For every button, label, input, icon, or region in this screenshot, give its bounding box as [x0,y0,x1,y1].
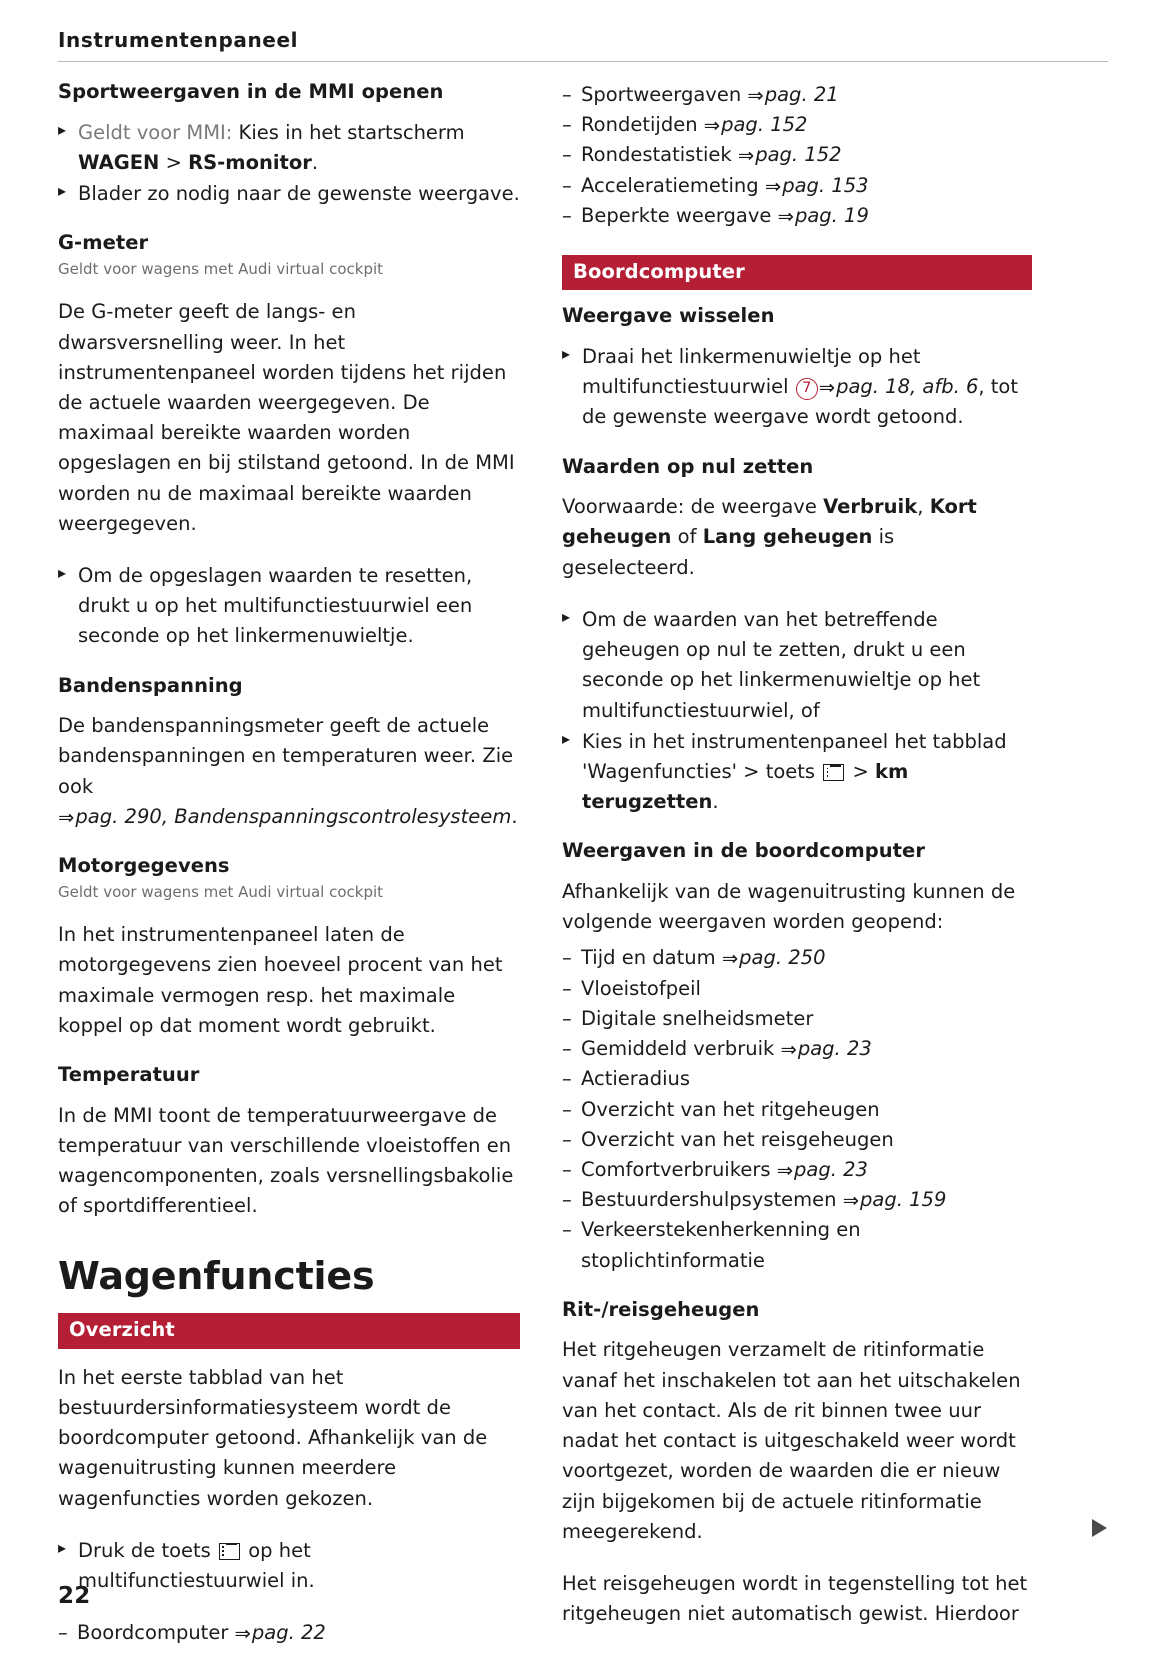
arrow-right-icon: ⇒ [234,1622,251,1646]
cross-reference-target: pag. 152 [755,143,842,167]
chapter-title-wagenfuncties: Wagenfuncties [58,1253,375,1298]
separator-1: , [917,495,930,519]
reference-label: Sportweergaven [581,83,748,106]
motorgegevens-applies-note: Geldt voor wagens met Audi virtual cockpit [58,882,384,901]
displays-intro-text: Afhankelijk van de wagenuitrusting kunnen de volgende weergaven worden geopend: [562,880,1016,934]
heading-weergaven-in-de-boordcomputer: Weergaven in de boordcomputer [562,839,925,863]
cross-reference [777,1158,868,1181]
list-item [562,110,1032,140]
heading-rit-reisgeheugen: Rit-/reisgeheugen [562,1297,760,1321]
condition-lead: Voorwaarde: de weergave [562,495,824,519]
list-item: ▸ Blader zo nodig naar de gewenste weergave. [58,179,520,209]
heading-temperatuur: Temperatuur [58,1063,200,1087]
cross-reference-target: pag. 23 [797,1037,872,1061]
callout-number-7: 7 [796,378,818,400]
running-header [58,28,1108,62]
gmeter-applies-note: Geldt voor wagens met Audi virtual cockpit [58,259,384,278]
cross-reference [704,113,808,136]
temperatuur-body-text: In de MMI toont de temperatuurweergave de temperatuur van verschillende vloeistoffen en wagencomponenten, zoals versnellingsbakolie of sportdifferentieel. [58,1103,514,1218]
menu-path-rsmonitor: RS-monitor [188,150,312,174]
cross-reference [722,946,826,969]
arrow-right-icon: ⇒ [776,1158,794,1182]
heading-motorgegevens: Motorgegevens [58,854,230,878]
cross-reference-target: pag. 152 [721,113,808,137]
cross-reference-target: pag. 250 [739,946,826,970]
menu-key-icon [219,1543,240,1560]
applies-to-label: Geldt voor MMI: [78,120,233,144]
heading-bandenspanning: Bandenspanning [58,673,243,697]
page-number: 22 [58,1583,91,1609]
list-item: ▸ Om de waarden van het betreffende geheugen op nul te zetten, drukt u een seconde op het linkermenuwieltje op het multifunctiestuurwiel, of [562,605,1032,726]
step-text-tail: op het multifunctiestuurwiel in. [78,1538,315,1592]
step-text-lead: Draai het linkermenuwieltje op het multifunctiestuurwiel [582,345,921,399]
cross-reference-target: pag. 18, afb. 6 [836,375,979,399]
display-name-verbruik: Verbruik [823,495,918,519]
list-item: – Vloeistofpeil [562,974,1032,1004]
cross-reference [819,375,979,398]
list-item [562,80,1032,110]
step-text: Kies in het startscherm [232,120,465,144]
list-item: – Digitale snelheidsmeter [562,1004,1032,1034]
two-column-layout [58,80,1108,1670]
cross-reference [778,204,869,227]
arrow-right-icon: ⇒ [818,376,836,400]
list-item: – Overzicht van het reisgeheugen [562,1125,1032,1155]
gmeter-body-text: De G-meter geeft de langs- en dwarsversnelling weer. In het instrumentenpaneel worden tijdens het rijden de actuele waarden weergegeven. De maximaal bereikte waarden worden opgeslagen en bij stilstand getoond. In de MMI worden nu de maximaal bereikte waarden weergegeven. [58,300,515,535]
reset-condition-text [562,492,1032,583]
step-text-tail: , tot de gewenste weergave wordt getoond. [582,375,1019,429]
step-text-lead: Kies in het instrumentenpaneel het tabblad 'Wagenfuncties' > toets [582,729,1007,784]
arrow-right-icon: ⇒ [737,144,755,168]
list-sportweergaven-steps [58,118,520,210]
page-title: Instrumentenpaneel [58,28,299,52]
cross-reference-target: pag. 19 [794,203,869,227]
arrow-right-icon: ⇒ [703,114,721,138]
list-item: – Overzicht van het ritgeheugen [562,1095,1032,1125]
menu-key-icon [823,764,844,781]
cross-reference-target: pag. 21 [764,83,839,106]
reference-label: Rondestatistiek [581,143,738,167]
cross-reference [58,805,511,828]
display-label: Tijd en datum [581,946,722,970]
heading-weergave-wisselen: Weergave wisselen [562,304,775,328]
arrow-right-icon: ⇒ [777,204,794,228]
tire-text-1: De bandenspanningsmeter geeft de actuele bandenspanningen en temperaturen weer. Zie ook [58,714,514,798]
list-item [58,1618,520,1648]
arrow-right-icon: ⇒ [842,1189,860,1213]
cross-reference [781,1037,872,1060]
list-item [562,727,1032,818]
condition-tail: is geselecteerd. [562,525,895,579]
cross-reference [738,143,842,166]
cross-reference [765,174,869,197]
heading-sportweergaven: Sportweergaven in de MMI openen [58,80,444,103]
cross-reference [843,1188,947,1211]
display-name-lang-geheugen: Lang geheugen [702,525,873,549]
list-item [562,943,1032,973]
reisgeheugen-body-text: Het reisgeheugen wordt in tegenstelling tot het ritgeheugen niet automatisch gewist. Hierdoor [562,1571,1028,1626]
reference-label: Beperkte weergave [581,203,778,227]
left-column [58,80,520,1670]
arrow-right-icon: ⇒ [58,805,75,829]
reference-label: Acceleratiemeting [581,173,765,197]
cross-reference-target: pag. 159 [860,1188,947,1212]
heading-waarden-op-nul-zetten: Waarden op nul zetten [562,454,814,478]
arrow-right-icon: ⇒ [764,174,782,198]
reference-label: Boordcomputer [77,1621,235,1645]
cross-reference-target: pag. 22 [251,1621,326,1645]
list-item [562,1155,1032,1185]
cross-reference-target: pag. 290, Bandenspanningscontrolesysteem [75,804,512,828]
list-item [562,140,1032,170]
list-item [562,1185,1032,1215]
period: . [712,790,719,814]
list-item [562,201,1032,231]
list-item [562,342,1032,433]
reference-label: Rondetijden [581,113,704,137]
display-name-kort-geheugen: Kort geheugen [562,495,977,549]
list-item [562,171,1032,201]
list-item [562,1034,1032,1064]
overzicht-body-text: In het eerste tabblad van het bestuurdersinformatiesysteem wordt de boordcomputer getoond. Afhankelijk van de wagenuitrusting kunnen meerdere wagenfuncties worden gekozen. [58,1365,488,1510]
ritgeheugen-body-text: Het ritgeheugen verzamelt de ritinformatie vanaf het inschakelen tot aan het uitschakelen van het contact. Als de rit binnen twee uur nadat het contact is uitgeschakeld weer wordt voortgezet, worden de waarden die er nieuw zijn bijgekomen bij de actuele ritinformatie meegerekend. [562,1338,1021,1543]
arrow-right-icon: ⇒ [721,947,739,971]
menu-path-wagen: WAGEN [78,150,160,174]
cross-reference [747,83,838,106]
separator-2: of [671,525,703,549]
continuation-arrow-icon [1092,1519,1107,1537]
section-bar-overzicht: Overzicht [58,1313,520,1348]
right-column [562,80,1032,1670]
tire-text-2: . [511,804,518,828]
motorgegevens-body-text: In het instrumentenpaneel laten de motorgegevens zien hoeveel procent van het maximale vermogen resp. het maximale koppel op dat moment wordt gebruikt. [58,923,503,1037]
section-bar-boordcomputer: Boordcomputer [562,255,1032,290]
list-item: – Verkeerstekenherkenning en stoplichtinformatie [562,1215,1032,1275]
bandenspanning-body-text [58,711,520,832]
step-text-lead: Druk de toets [78,1538,218,1562]
display-label: Comfortverbruikers [581,1157,777,1181]
list-reset-steps [562,605,1032,818]
list-sport-references [562,80,1032,231]
list-item [58,1536,520,1596]
list-overzicht-steps [58,1536,520,1596]
heading-gmeter: G-meter [58,231,149,255]
list-weergave-wisselen-steps [562,342,1032,433]
path-separator: > [846,760,876,784]
display-label: Gemiddeld verbruik [581,1037,781,1061]
list-overzicht-references [58,1618,520,1648]
cross-reference-target: pag. 153 [782,173,869,197]
list-item: – Actieradius [562,1064,1032,1094]
period: . [311,150,319,174]
display-label: Bestuurdershulpsystemen [581,1188,843,1212]
cross-reference [235,1621,326,1644]
header-divider [58,61,1108,62]
list-item: ▸ Om de opgeslagen waarden te resetten, drukt u op het multifunctiestuurwiel een seconde op het linkermenuwieltje. [58,561,520,652]
list-boordcomputer-displays [562,943,1032,1275]
list-gmeter-reset [58,561,520,652]
arrow-right-icon: ⇒ [780,1038,797,1062]
list-item [58,118,520,178]
cross-reference-target: pag. 23 [794,1157,868,1181]
arrow-right-icon: ⇒ [747,84,764,107]
path-separator: > [159,150,189,174]
menu-item-km-terugzetten: km terugzetten [582,760,909,814]
